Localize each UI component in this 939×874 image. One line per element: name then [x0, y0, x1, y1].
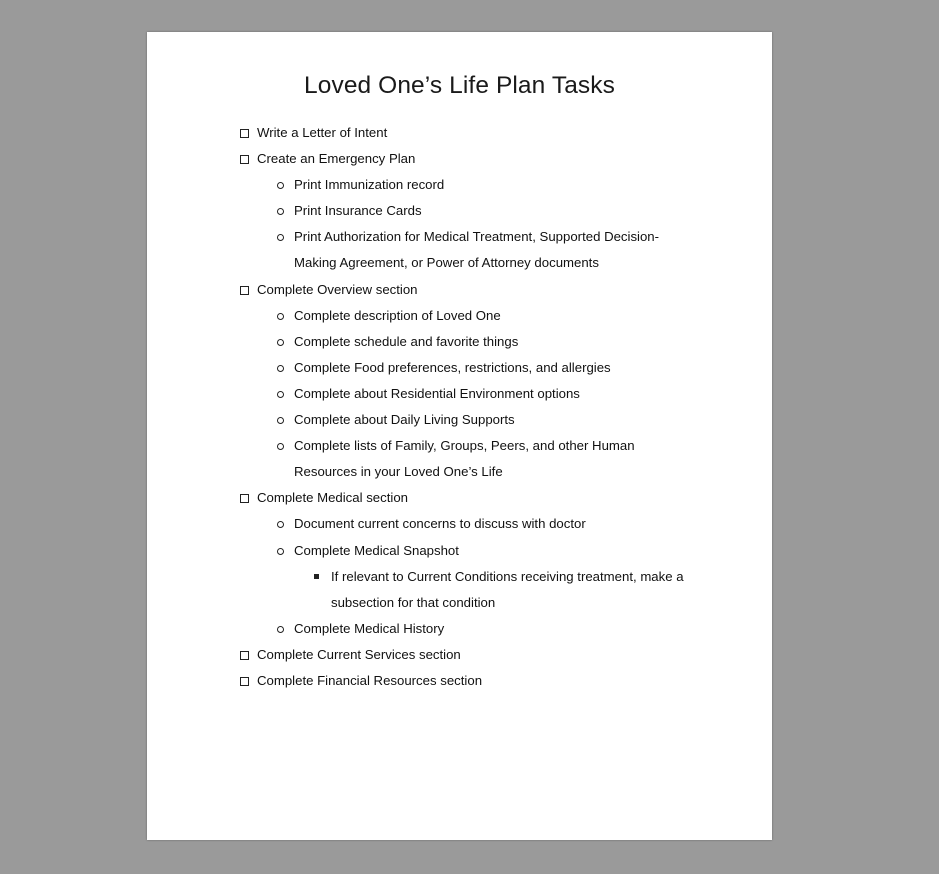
checkbox-icon[interactable]	[240, 286, 249, 295]
task-item-label: Complete Financial Resources section	[257, 672, 483, 688]
subtask-item-label: Complete about Residential Environment options	[294, 385, 580, 401]
task-item-write-letter-of-intent	[147, 120, 697, 146]
document-page	[147, 32, 772, 840]
circle-bullet-icon	[277, 548, 284, 555]
subtask-item-label: Complete schedule and favorite things	[294, 333, 519, 349]
checkbox-icon[interactable]	[240, 677, 249, 686]
subtask-item-label: Print Insurance Cards	[294, 203, 422, 219]
page-title: Loved One’s Life Plan Tasks	[304, 72, 615, 99]
circle-bullet-icon	[277, 234, 284, 241]
checkbox-icon[interactable]	[240, 155, 249, 164]
task-item-create-emergency-plan	[147, 146, 697, 172]
subtask-item-complete-lists-of-family	[147, 433, 694, 485]
subtask-item-document-current-concerns	[147, 511, 694, 537]
task-item-complete-overview-section	[147, 277, 697, 303]
task-item-label: Complete Current Services section	[257, 646, 461, 662]
subtask-item-complete-medical-snapshot	[147, 538, 694, 564]
subtask-item-label: Complete about Daily Living Supports	[294, 412, 515, 428]
circle-bullet-icon	[277, 339, 284, 346]
task-item-label: Complete Overview section	[257, 281, 418, 297]
subtask-item-complete-daily-living-supports	[147, 407, 694, 433]
checkbox-icon[interactable]	[240, 129, 249, 138]
circle-bullet-icon	[277, 521, 284, 528]
subtask-item-label: Complete lists of Family, Groups, Peers, and other Human Resources in your Loved One’s Life	[294, 438, 635, 480]
task-item-complete-current-services-section	[147, 642, 697, 668]
circle-bullet-icon	[277, 313, 284, 320]
subtask-item-label: Complete Medical Snapshot	[294, 542, 459, 558]
subtask-item-print-immunization-record	[147, 172, 694, 198]
square-bullet-icon	[314, 574, 319, 579]
subtask-item-complete-food-preferences	[147, 355, 694, 381]
subtask-item-complete-schedule	[147, 329, 694, 355]
circle-bullet-icon	[277, 208, 284, 215]
circle-bullet-icon	[277, 417, 284, 424]
circle-bullet-icon	[277, 391, 284, 398]
subtask-item-label: Complete description of Loved One	[294, 307, 501, 323]
task-list	[147, 120, 772, 694]
subtask-item-label: Print Immunization record	[294, 177, 445, 193]
subtask-item-print-insurance-cards	[147, 198, 694, 224]
subtask-item-label: Print Authorization for Medical Treatment, Supported Decision-Making Agreement, or Power of Attorney documents	[294, 229, 660, 271]
circle-bullet-icon	[277, 626, 284, 633]
subtask-item-complete-description	[147, 303, 694, 329]
nested-item-current-conditions-subsection	[147, 564, 701, 616]
subtask-item-label: Document current concerns to discuss with doctor	[294, 516, 586, 532]
task-item-complete-financial-resources-section	[147, 668, 697, 694]
circle-bullet-icon	[277, 182, 284, 189]
task-item-complete-medical-section	[147, 485, 697, 511]
nested-item-label: If relevant to Current Conditions receiving treatment, make a subsection for that condition	[331, 568, 684, 610]
subtask-item-complete-residential-environment	[147, 381, 694, 407]
checkbox-icon[interactable]	[240, 494, 249, 503]
task-item-label: Write a Letter of Intent	[257, 125, 388, 140]
subtask-item-label: Complete Medical History	[294, 620, 445, 636]
circle-bullet-icon	[277, 443, 284, 450]
subtask-item-print-authorization	[147, 224, 694, 276]
circle-bullet-icon	[277, 365, 284, 372]
checkbox-icon[interactable]	[240, 651, 249, 660]
task-item-label: Create an Emergency Plan	[257, 151, 416, 167]
subtask-item-label: Complete Food preferences, restrictions, and allergies	[294, 359, 611, 375]
subtask-item-complete-medical-history	[147, 616, 694, 642]
task-item-label: Complete Medical section	[257, 490, 408, 506]
